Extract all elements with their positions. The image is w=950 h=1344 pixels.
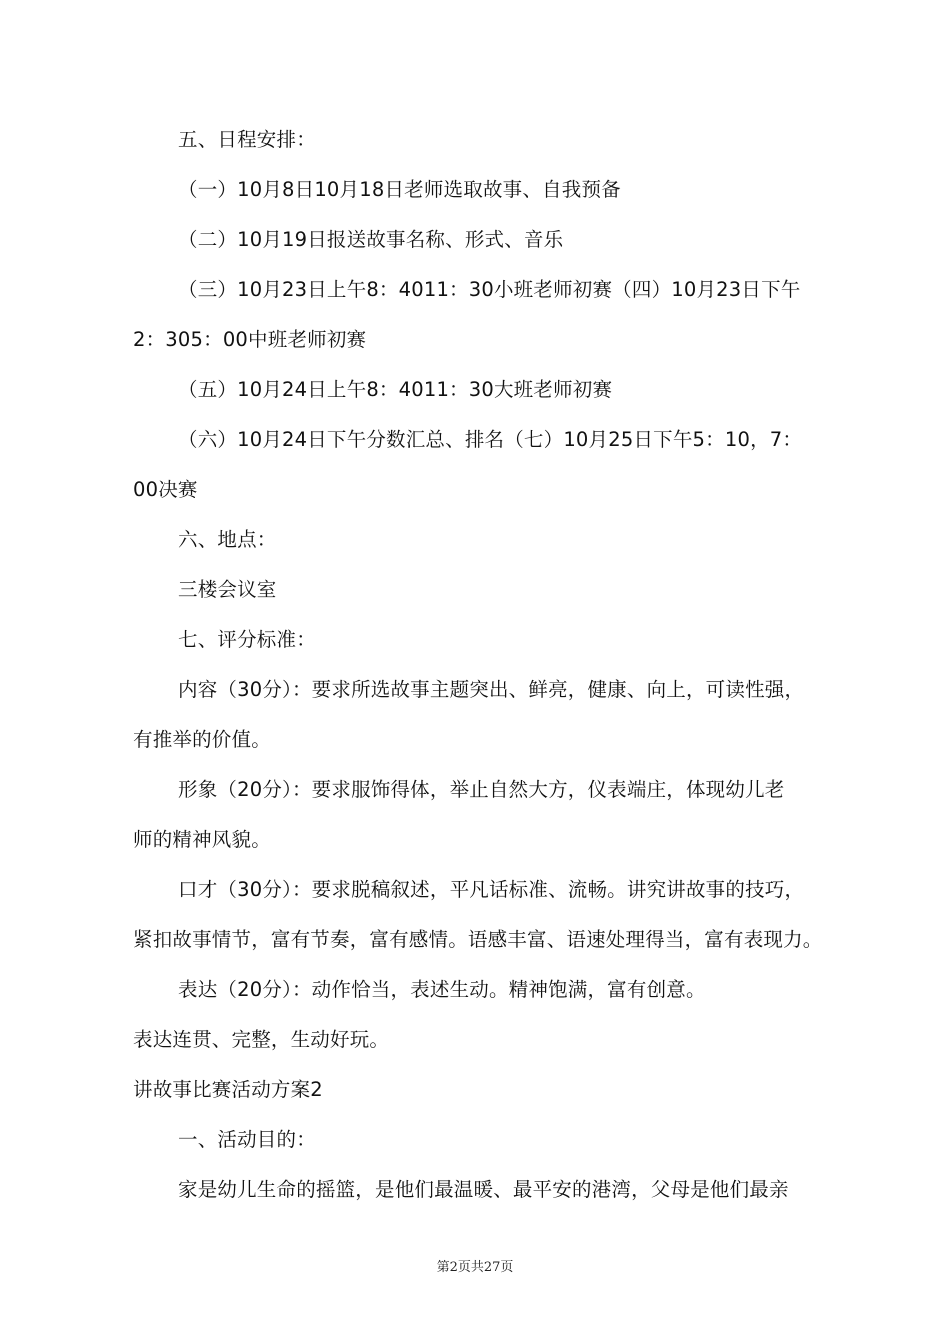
purpose-text: 家是幼儿生命的摇篮，是他们最温暖、最平安的港湾，父母是他们最亲 [178,1178,789,1201]
heading-location: 六、地点： [178,528,277,551]
criteria-content: 内容（30分）：要求所选故事主题突出、鲜亮，健康、向上，可读性强， [178,678,805,701]
schedule-item-5: （五）10月24日上午8：4011：30大班老师初赛 [178,378,613,401]
criteria-image: 形象（20分）：要求服饰得体，举止自然大方，仪表端庄，体现幼儿老 [178,778,785,801]
location-text: 三楼会议室 [178,578,277,601]
criteria-expression: 表达（20分）：动作恰当，表述生动。精神饱满，富有创意。 [178,978,706,1001]
schedule-item-3: （三）10月23日上午8：4011：30小班老师初赛（四）10月23日下午 [178,278,801,301]
heading-purpose: 一、活动目的： [178,1128,316,1151]
criteria-content-cont: 有推举的价值。 [133,728,271,751]
heading-criteria: 七、评分标准： [178,628,316,651]
criteria-image-cont: 师的精神风貌。 [133,828,271,851]
schedule-item-3-cont: 2：305：00中班老师初赛 [133,328,367,351]
schedule-item-6-cont: 00决赛 [133,478,198,501]
criteria-eloquence: 口才（30分）：要求脱稿叙述，平凡话标准、流畅。讲究讲故事的技巧， [178,878,805,901]
page-number: 第2页共27页 [436,1260,514,1275]
schedule-item-1: （一）10月8日10月18日老师选取故事、自我预备 [178,178,621,201]
heading-schedule: 五、日程安排： [178,128,316,151]
criteria-expression-cont: 表达连贯、完整，生动好玩。 [133,1028,390,1051]
schedule-item-6: （六）10月24日下午分数汇总、排名（七）10月25日下午5：10，7： [178,428,803,451]
criteria-eloquence-cont: 紧扣故事情节，富有节奏，富有感情。语感丰富、语速处理得当，富有表现力。 [133,928,823,951]
schedule-item-2: （二）10月19日报送故事名称、形式、音乐 [178,228,564,251]
section-title-plan-2: 讲故事比赛活动方案2 [133,1078,323,1101]
